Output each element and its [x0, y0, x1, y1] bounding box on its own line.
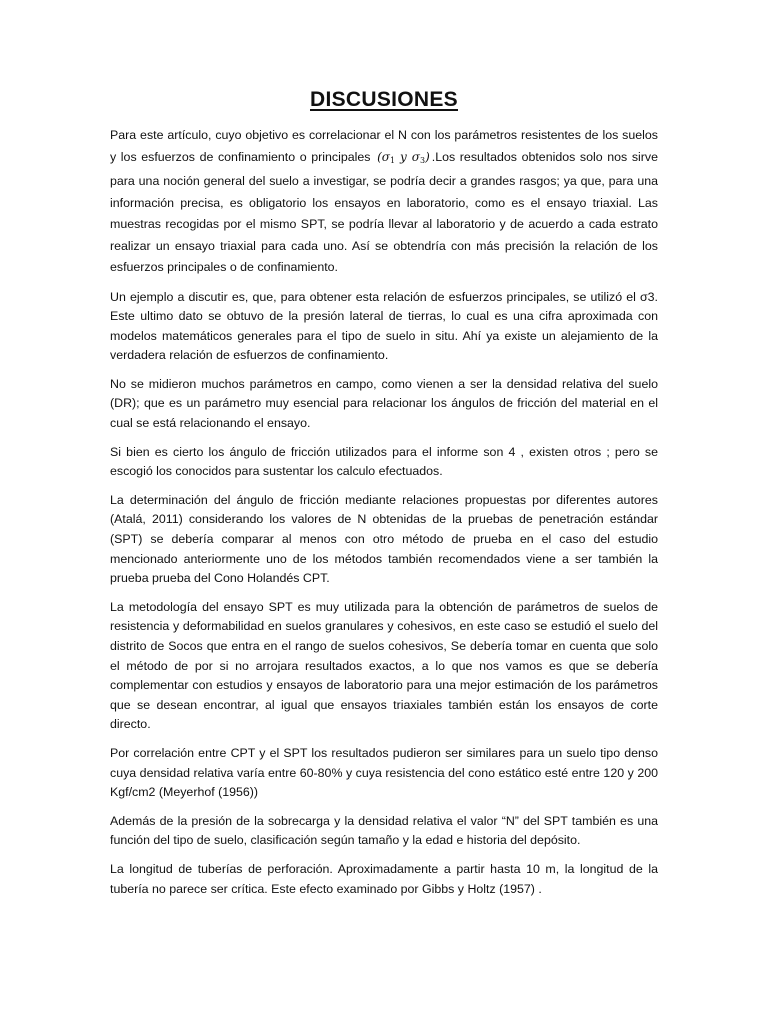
- sigma-3-symbol: σ: [411, 149, 420, 164]
- document-title: DISCUSIONES: [310, 88, 458, 111]
- paragraph-2: Un ejemplo a discutir es, que, para obtener esta relación de esfuerzos principales, se utilizó el σ3. Este ultimo dato se obtuvo de la presión lateral de tierras, lo cual es una cifra aproximada con modelos matemáticos generales para el tipo de suelo in situ. Ahí ya existe un alejamiento de la verdadera relación de esfuerzos de confinamiento.: [110, 289, 658, 363]
- paragraph-1-intro: Para este artículo, cuyo objetivo es correlacionar el N con los parámetros resistentes de los suelos y los esfuerzos de confinamiento o principales: [110, 128, 658, 164]
- paragraph-1: [110, 125, 658, 279]
- paragraph-6: La metodología del ensayo SPT es muy utilizada para la obtención de parámetros de suelos de resistencia y deformabilidad en suelos granulares y cohesivos, en este caso se estudió el suelo del distrito de Socos que entra en el rango de suelos cohesivos, Se debería tomar en cuenta que solo el método de por si no arrojara resultados exactos, a lo que nos vamos es que se debería complementar con estudios y ensayos de laboratorio para una mejor estimación de los parámetros que se desean encontrar, al igual que ensayos triaxiales también están los ensayos de corte directo.: [110, 599, 658, 732]
- paragraph-9: La longitud de tuberías de perforación. Aproximadamente a partir hasta 10 m, la longitud de la tubería no parece ser crítica. Este efecto examinado por Gibbs y Holtz (1957) .: [110, 861, 658, 896]
- document-body: [110, 125, 658, 908]
- sigma-3-subscript: 3: [420, 155, 426, 165]
- paragraph-3: No se midieron muchos parámetros en campo, como vienen a ser la densidad relativa del suelo (DR); que es un parámetro muy esencial para relacionar los ángulos de fricción del material en el cual se está relacionando el ensayo.: [110, 376, 658, 431]
- paragraph-8: Además de la presión de la sobrecarga y la densidad relativa el valor “N” del SPT también es una función del tipo de suelo, clasificación según tamaño y la edad e historia del depósito.: [110, 813, 658, 848]
- paragraph-5: La determinación del ángulo de fricción mediante relaciones propuestas por diferentes autores (Atalá, 2011) considerando los valores de N obtenidas de la pruebas de penetración estándar (SPT) se debería comparar al menos con otro método de prueba en el caso del estudio mencionado anteriormente uno de los métodos también recomendados viene a ser también la prueba prueba del Cono Holandés CPT.: [110, 492, 658, 586]
- formula-close-paren: ): [425, 149, 430, 164]
- sigma-1-subscript: 1: [389, 155, 396, 165]
- sigma-formula: [375, 150, 432, 164]
- sigma-1-symbol: σ: [381, 149, 390, 164]
- paragraph-1-rest: .Los resultados obtenidos solo nos sirve para una noción general del suelo a investigar, se podría decir a grandes rasgos; ya que, para una información precisa, es obligatorio los ensayos en laboratorio, como es el ensayo triaxial. Las muestras recogidas por el mismo SPT, se podría llevar al laboratorio y de acuerdo a cada estrato realizar un ensayo triaxial para cada uno. Así se obtendría con más precisión la relación de los esfuerzos principales o de confinamiento.: [110, 149, 659, 274]
- paragraph-7: Por correlación entre CPT y el SPT los resultados pudieron ser similares para un suelo tipo denso cuya densidad relativa varía entre 60-80% y cuya resistencia del cono estático esté entre 120 y 200 Kgf/cm2 (Meyerhof (1956)): [110, 745, 658, 800]
- formula-connector: y: [395, 149, 412, 164]
- formula-open-paren: (: [377, 149, 382, 164]
- paragraph-4: Si bien es cierto los ángulo de fricción utilizados para el informe son 4 , existen otros ; pero se escogió los conocidos para sustentar los calculo efectuados.: [110, 444, 658, 479]
